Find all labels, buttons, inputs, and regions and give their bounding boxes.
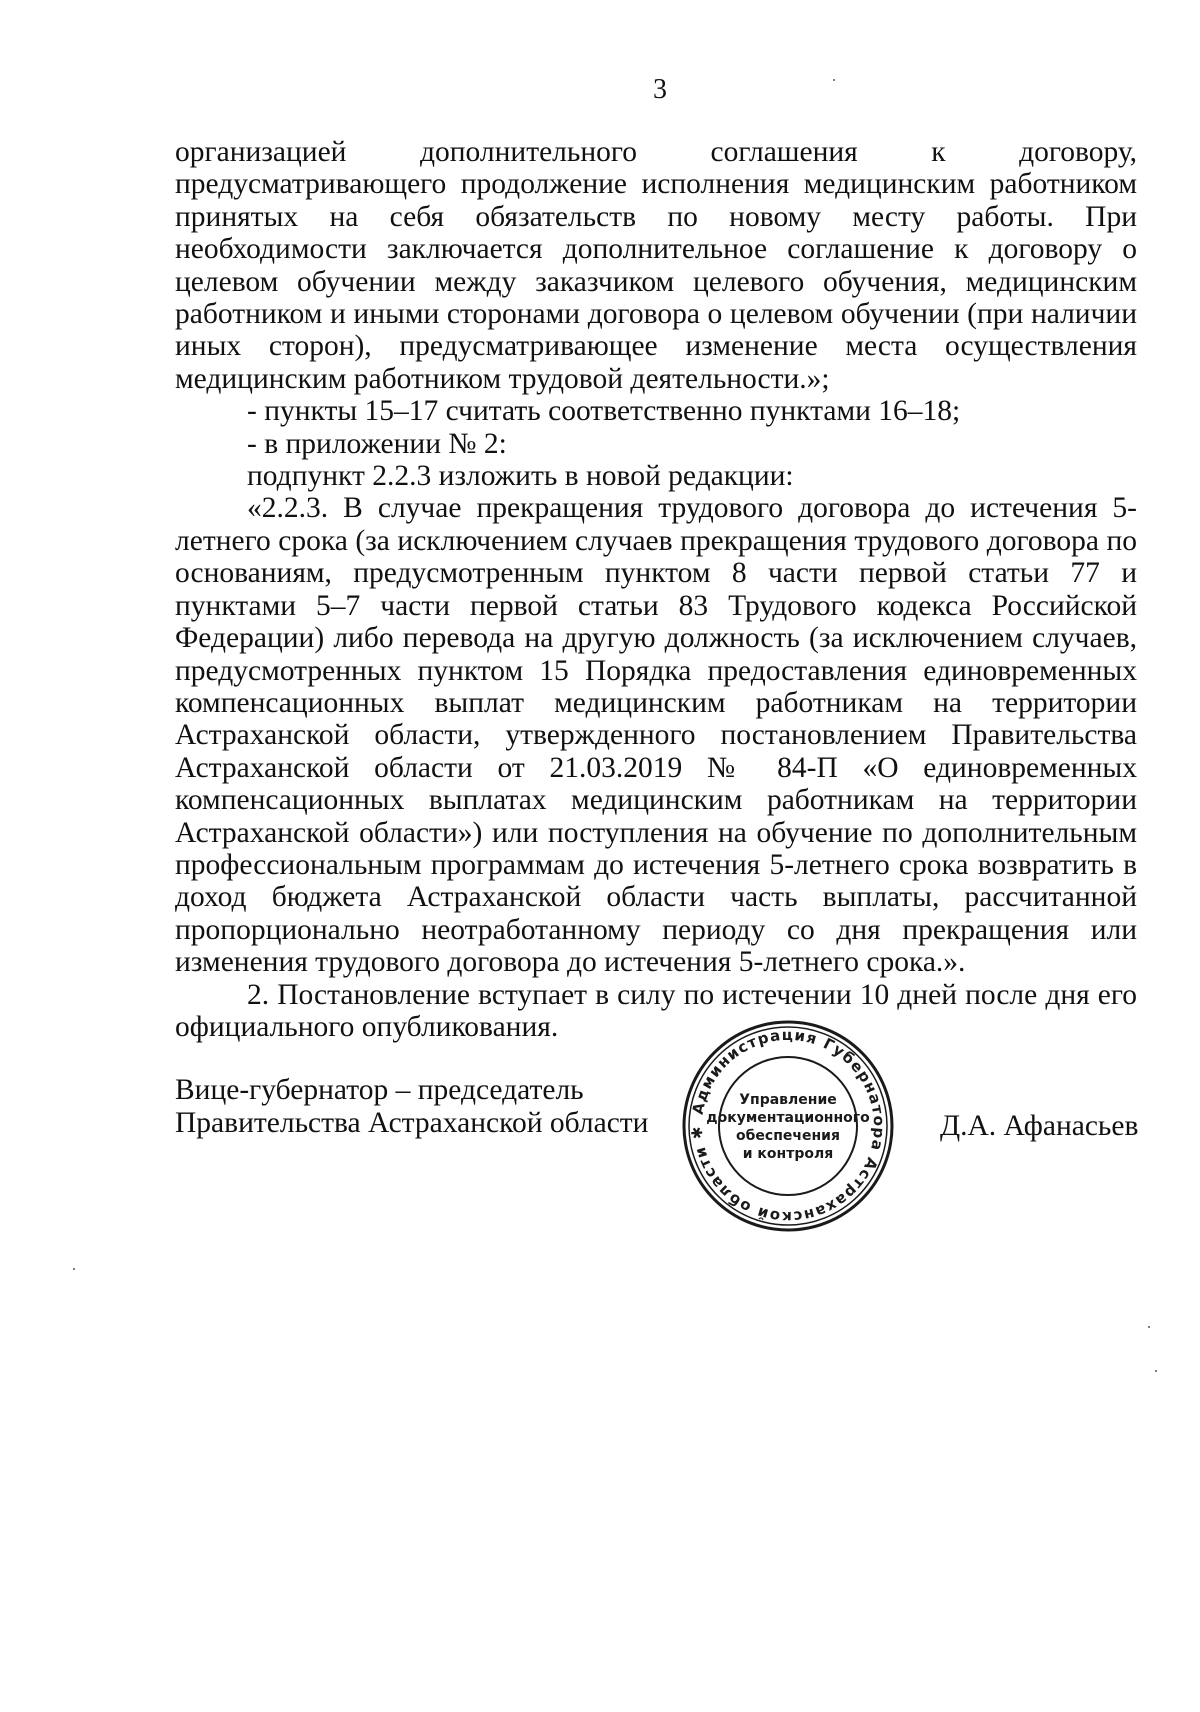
paragraph-appendix-ref: - в приложении № 2: (247, 427, 507, 460)
signatory-name: Д.А. Афанасьев (940, 1110, 1139, 1142)
svg-text:документационного: документационного (706, 1110, 870, 1126)
signatory-title (175, 1074, 648, 1140)
svg-text:Администрация Губернатора Астр: Администрация Губернатора Астраханской области ✱ (687, 1025, 889, 1227)
scan-speck (833, 79, 835, 81)
signatory-title-line1: Вице-губернатор – председатель (175, 1074, 584, 1106)
scan-speck (1155, 1370, 1157, 1372)
scan-speck (73, 1268, 75, 1270)
paragraph-subitem-intro: подпункт 2.2.3 изложить в новой редакции: (247, 460, 794, 493)
paragraph-subitem-2-2-3: «2.2.3. В случае прекращения трудового договора до истечения 5-летнего срока (за исключением случаев прекращения трудового договора по основаниям, предусмотренным пунктом 8 части первой статьи 77 и пунктами 5–7 части первой статьи 83 Трудового кодекса Российской Федерации) либо перевода на другую должность (за исключением случаев, предусмотренных пунктом 15 Порядка предоставления единовременных компенсационных выплат медицинским работникам на территории Астраханской области, утвержденного постановлением Правительства Астраханской области от 21.03.2019 № 84-П «О единовременных компенсационных выплатах медицинским работникам на территории Астраханской области») или поступления на обучение по дополнительным профессиональным программам до истечения 5-летнего срока возвратить в доход бюджета Астраханской области часть выплаты, рассчитанной пропорционально неотработанному периоду со дня прекращения или изменения трудового договора до истечения 5-летнего срока.». (175, 492, 1137, 979)
signatory-title-line2: Правительства Астраханской области (175, 1107, 649, 1139)
page-number: 3 (653, 74, 667, 105)
paragraph-continuation: организацией дополнительного соглашения к договору, предусматривающего продолжение исполнения медицинским работником принятых на себя обязательств по новому месту работы. При необходимости заключается дополнительное соглашение к договору о целевом обучении между заказчиком целевого обучения, медицинским работником и иными сторонами договора о целевом обучении (при наличии иных сторон), предусматривающее изменение места осуществления медицинским работником трудовой деятельности.»; (175, 136, 1137, 395)
svg-text:и контроля: и контроля (742, 1146, 834, 1162)
paragraph-renumber-items: - пункты 15–17 считать соответственно пунктами 16–18; (247, 395, 961, 428)
scan-speck (1148, 1326, 1150, 1328)
document-body (175, 136, 1137, 1043)
paragraph-effective-date: 2. Постановление вступает в силу по истечении 10 дней после дня его официального опубликования. (175, 978, 1137, 1043)
svg-text:обеспечения: обеспечения (736, 1128, 840, 1144)
official-seal-stamp (680, 1018, 896, 1234)
svg-text:Управление: Управление (739, 1092, 837, 1108)
